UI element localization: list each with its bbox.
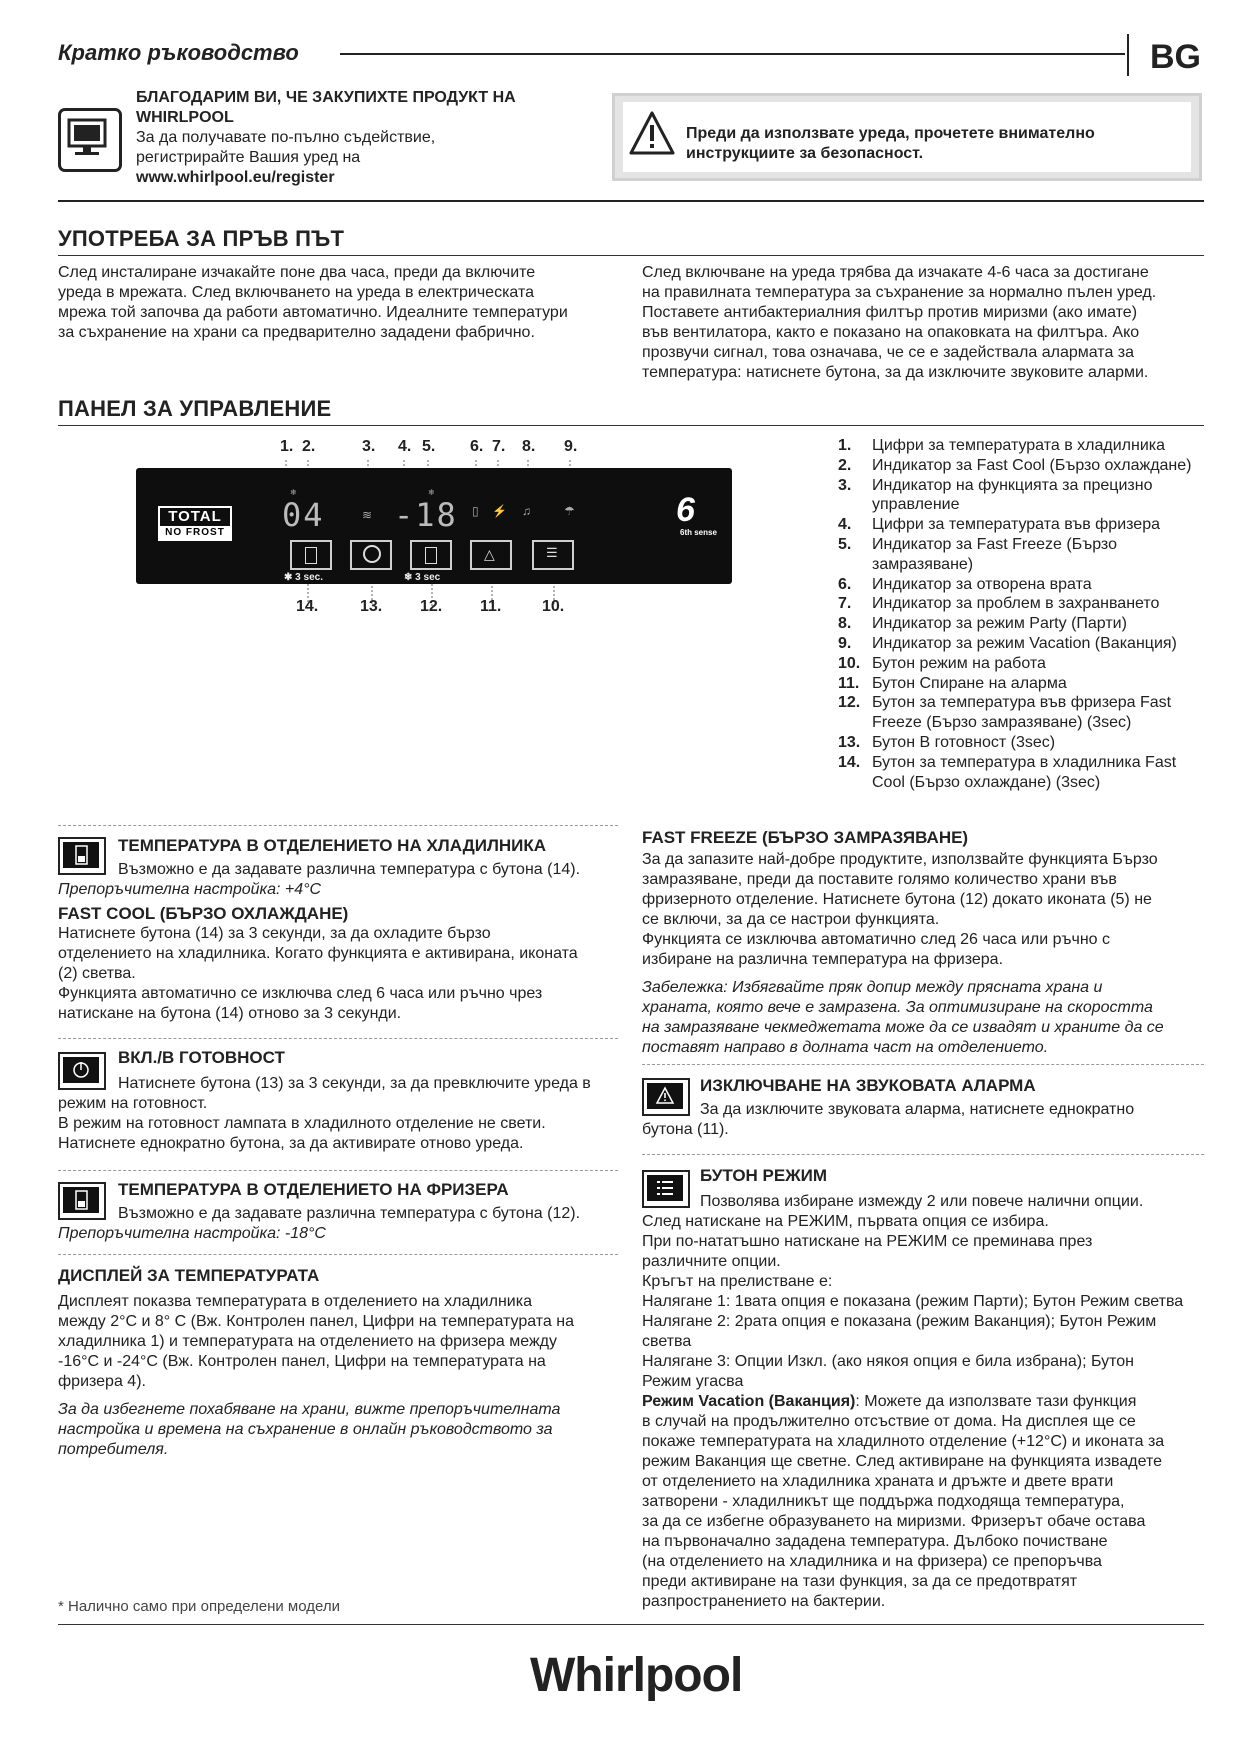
legend-text: Бутон Спиране на аларма <box>872 674 1067 692</box>
divider <box>58 200 1204 202</box>
legend-text: Индикатор за режим Party (Парти) <box>872 615 1127 633</box>
legend-text: Бутон за температура във фризера Fast Freeze (Бързо замразяване) (3sec) <box>872 694 1172 732</box>
legend-number: 4. <box>838 516 852 534</box>
text-line: Функцията автоматично се изключва след 6 часа или ръчно чрез <box>58 985 543 1002</box>
warning-line2: инструкциите за безопасност. <box>686 145 924 162</box>
callout-10: 10. <box>542 598 565 615</box>
first-use-left-text <box>58 263 618 343</box>
callout-7: 7. <box>492 438 506 455</box>
legend-number: 12. <box>838 694 861 712</box>
text-line: След натискане на РЕЖИМ, първата опция се избира. <box>642 1213 1049 1230</box>
sixth-sense-label: 6th sense <box>680 528 717 537</box>
temp-display-heading: ДИСПЛЕЙ ЗА ТЕМПЕРАТУРАТА <box>58 1266 320 1285</box>
divider <box>642 1064 1204 1065</box>
text-line: режим на готовност. <box>58 1095 208 1112</box>
callout-5: 5. <box>422 438 436 455</box>
callout-2: 2. <box>302 438 316 455</box>
text-line: фризера 4). <box>58 1373 146 1390</box>
freezer-temp-recommended: Препоръчителна настройка: -18°C <box>58 1225 326 1242</box>
registration-text <box>136 88 586 188</box>
thanks-line4: регистрирайте Вашия уред на <box>136 149 361 166</box>
divider <box>58 1254 618 1255</box>
fast-freeze-text <box>642 850 1212 970</box>
legend-item <box>838 753 1208 793</box>
legend-text: Цифри за температурата в хладилника <box>872 437 1166 454</box>
text-line: разпространението на бактерии. <box>642 1593 886 1610</box>
register-url[interactable]: www.whirlpool.eu/register <box>136 169 335 186</box>
fast-cool-text <box>58 924 618 1024</box>
legend-item <box>838 674 1208 694</box>
text-line: храната, която вече е замразена. За оптимизиране на скоростта <box>642 999 1153 1016</box>
temp-display-note <box>58 1400 618 1460</box>
legend-text: Цифри за температурата във фризера <box>872 516 1160 534</box>
mode-button-heading: БУТОН РЕЖИМ <box>700 1166 827 1185</box>
legend-text: Индикатор на функцията за прецизно управление <box>872 476 1153 514</box>
text-line: потребителя. <box>58 1441 169 1458</box>
divider <box>58 425 1204 426</box>
legend-text: Индикатор за отворена врата <box>872 575 1092 593</box>
callout-8: 8. <box>522 438 536 455</box>
legend-text: Бутон режим на работа <box>872 654 1046 672</box>
legend-text: Индикатор за режим Vacation (Ваканция) <box>872 634 1177 652</box>
freezer-hold-text: 3 sec <box>415 572 441 583</box>
standby-heading: ВКЛ./В ГОТОВНОСТ <box>118 1048 285 1067</box>
text-line: затворени - хладилникът ще поддържа подходяща температура, <box>642 1493 1125 1510</box>
first-use-heading: УПОТРЕБА ЗА ПРЪВ ПЪТ <box>58 226 345 251</box>
text-line: за съхранение на храни са предварително зададени фабрично. <box>58 324 535 341</box>
whirlpool-logo: Whirlpool <box>530 1649 743 1702</box>
fridge-hold-label: ✱ 3 sec. <box>284 572 323 583</box>
text-line: Натиснете бутона (14) за 3 секунди, за да охладите бързо <box>58 925 491 942</box>
divider <box>642 1154 1204 1155</box>
text-line: При по-нататъшно натискане на РЕЖИМ се преминава през <box>642 1233 1093 1250</box>
sixth-sense-logo: 6 <box>676 491 695 529</box>
legend-number: 10. <box>838 654 861 672</box>
text-line: фризерното отделение. Натиснете бутона (12) докато иконата (5) не <box>642 891 1152 908</box>
text-line: Натиснете еднократно бутона, за да активирате отново уреда. <box>58 1135 524 1152</box>
text-line: (на отделението на хладилника и на фризера) се препоръчва <box>642 1553 1102 1570</box>
text-line: за да се избегне образуването на миризми. Фризерът обаче остава <box>642 1513 1146 1530</box>
divider <box>58 1038 618 1039</box>
text-line: Режим угасва <box>642 1373 744 1390</box>
callout-13: 13. <box>360 598 383 615</box>
alarm-off-text: За да изключите звуковата аларма, натиснете еднократно <box>700 1101 1135 1118</box>
text-line: хладилника 1) и температурата на отделението на фризера между <box>58 1333 558 1350</box>
language-code: BG <box>1150 38 1201 76</box>
text-line: светва <box>642 1333 692 1350</box>
text-line: натискане на бутона (14) отново за 3 секунди. <box>58 1005 402 1022</box>
standby-button[interactable] <box>350 540 392 570</box>
text-line: Поставете антибактериалния филтър против миризми (ако имате) <box>642 304 1138 321</box>
text-line: режим Ваканция ще светне. След активиране на функцията извадете <box>642 1453 1163 1470</box>
text-line: уреда в мрежата. След включването на уреда в електрическата <box>58 284 535 301</box>
mode-text-more <box>642 1212 1212 1612</box>
text-line: от отделението на хладилника храната и дръжте и двете врати <box>642 1473 1114 1490</box>
fridge-temp-recommended: Препоръчителна настройка: +4°C <box>58 881 322 898</box>
text-line: В режим на готовност лампата в хладилното отделение не свети. <box>58 1115 546 1132</box>
text-line: във вентилатора, както е показано на опаковката на филтъра. Ако <box>642 324 1140 341</box>
freezer-temp-digits: -18 <box>394 496 458 534</box>
text-line: За да запазите най-добре продуктите, използвайте функцията Бързо <box>642 851 1158 868</box>
legend-number: 7. <box>838 595 852 613</box>
text-line: на правилната температура за съхранение за нормално пълен уред. <box>642 284 1157 301</box>
divider <box>58 1170 618 1171</box>
header-divider <box>1127 34 1129 76</box>
text-line: поставят направо в долната част на отделението. <box>642 1039 1049 1056</box>
callout-12: 12. <box>420 598 443 615</box>
door-open-icon: ▯ <box>472 504 479 518</box>
fast-cool-heading: FAST COOL (БЪРЗО ОХЛАЖДАНЕ) <box>58 904 349 923</box>
control-panel-heading: ПАНЕЛ ЗА УПРАВЛЕНИЕ <box>58 396 332 421</box>
legend-text: Бутон В готовност (3sec) <box>872 733 1056 751</box>
divider <box>58 255 1204 256</box>
computer-icon <box>58 108 122 172</box>
legend-number: 5. <box>838 535 852 553</box>
brand-total: TOTAL <box>168 508 222 525</box>
fast-cool-indicator-icon: ❄ <box>290 488 297 497</box>
first-use-right-text <box>642 263 1212 383</box>
legend-number: 11. <box>838 674 860 692</box>
freezer-temp-text: Възможно е да задавате различна температура с бутона (12). <box>118 1205 581 1222</box>
text-line: настройка и времена на съхранение в онлайн ръководството за <box>58 1421 553 1438</box>
text-line: прозвучи сигнал, това означава, че се е задействала алармата за <box>642 344 1135 361</box>
fridge-temp-button[interactable] <box>290 540 332 570</box>
legend-item <box>838 476 1208 516</box>
legend-item <box>838 614 1208 634</box>
legend-item <box>838 436 1208 456</box>
legend-text: Бутон за температура в хладилника Fast Cool (Бързо охлаждане) (3sec) <box>872 753 1177 791</box>
fast-freeze-note <box>642 978 1212 1058</box>
vacation-text: : Можете да използвате тази функция <box>855 1393 1137 1410</box>
text-line: След включване на уреда трябва да изчакате 4-6 часа за достигане <box>642 264 1149 281</box>
mode-button-icon <box>642 1170 690 1208</box>
fast-freeze-indicator-icon: ❄ <box>428 488 435 497</box>
legend-text: Индикатор за Fast Freeze (Бързо замразяване) <box>872 535 1117 573</box>
text-line: мрежа той започва да работи автоматично. Идеалните температури <box>58 304 568 321</box>
text-line <box>642 1392 1212 1412</box>
text-line: на първоначално зададена температура. Дълбоко почистване <box>642 1533 1108 1550</box>
standby-text: Натиснете бутона (13) за 3 секунди, за да превключите уреда в <box>118 1075 591 1092</box>
precise-control-icon: ≋ <box>362 508 373 522</box>
legend-number: 6. <box>838 575 852 593</box>
text-line: преди активиране на тази функция, за да се предотвратят <box>642 1573 1078 1590</box>
fridge-button-icon <box>58 837 106 875</box>
fast-freeze-heading: FAST FREEZE (БЪРЗО ЗАМРАЗЯВАНЕ) <box>642 828 969 847</box>
mode-text: Позволява избиране измежду 2 или повече налични опции. <box>700 1193 1144 1210</box>
warning-line1: Преди да използвате уреда, прочетете внимателно <box>686 125 1095 142</box>
thanks-line1: БЛАГОДАРИМ ВИ, ЧЕ ЗАКУПИХТЕ ПРОДУКТ НА <box>136 89 516 106</box>
footer-rule <box>58 1624 1204 1625</box>
callout-3: 3. <box>362 438 376 455</box>
text-line: в случай на продължително отсъствие от дома. На дисплея ще се <box>642 1413 1136 1430</box>
fridge-hold-text: 3 sec. <box>295 572 323 583</box>
warning-icon <box>628 110 676 161</box>
text-line: на замразяване чекмеджетата може да се извадят и храните да се <box>642 1019 1164 1036</box>
legend-item <box>838 654 1208 674</box>
text-line: Функцията се изключва автоматично след 26 часа или ръчно с <box>642 931 1111 948</box>
legend-item <box>838 634 1208 654</box>
fridge-temp-text: Възможно е да задавате различна температура с бутона (14). <box>118 861 581 878</box>
text-line: Кръгът на прелистване е: <box>642 1273 833 1290</box>
text-line: Дисплеят показва температурата в отделението на хладилника <box>58 1293 532 1310</box>
text-line: отделението на хладилника. Когато функцията е активирана, иконата <box>58 945 578 962</box>
thanks-line2: WHIRLPOOL <box>136 109 234 126</box>
text-line: избиране на различна температура на фризера. <box>642 951 1004 968</box>
control-panel-image <box>136 468 732 584</box>
thanks-line3: За да получавате по-пълно съдействие, <box>136 129 436 146</box>
freezer-hold-label: ❄ 3 sec <box>404 572 441 583</box>
header-rule <box>340 53 1125 55</box>
total-no-frost-logo <box>158 506 232 541</box>
alarm-stop-button[interactable]: △ <box>470 540 512 570</box>
power-failure-icon: ⚡ <box>492 504 507 518</box>
mode-button[interactable]: ☰ <box>532 540 574 570</box>
legend-item <box>838 575 1208 595</box>
legend-number: 13. <box>838 733 861 751</box>
legend-text: Индикатор за проблем в захранването <box>872 595 1160 613</box>
text-line: замразяване, преди да поставите голямо количество храни във <box>642 871 1117 888</box>
legend-text: Индикатор за Fast Cool (Бързо охлаждане) <box>872 456 1192 474</box>
text-line: различните опции. <box>642 1253 781 1270</box>
safety-warning-text <box>686 124 1166 164</box>
text-line: Налягане 2: 2рата опция е показана (режим Ваканция); Бутон Режим <box>642 1313 1157 1330</box>
freezer-button-icon <box>58 1182 106 1220</box>
text-line: За да избегнете похабяване на храни, вижте препоръчителната <box>58 1401 561 1418</box>
vacation-label: Режим Vacation (Ваканция) <box>642 1393 856 1410</box>
legend-item <box>838 594 1208 614</box>
legend-item <box>838 693 1208 733</box>
callout-1: 1. <box>280 438 294 455</box>
fridge-temp-heading: ТЕМПЕРАТУРА В ОТДЕЛЕНИЕТО НА ХЛАДИЛНИКА <box>118 836 547 855</box>
text-line: покаже температурата на хладилното отделение (+12°C) и иконата за <box>642 1433 1165 1450</box>
text-line: между 2°C и 8° C (Вж. Контролен панел, Цифри на температурата на <box>58 1313 575 1330</box>
control-panel-legend <box>838 436 1208 792</box>
party-mode-icon: ♫ <box>522 504 531 518</box>
vacation-mode-icon: ☂ <box>564 504 575 518</box>
alarm-off-text-more: бутона (11). <box>642 1121 729 1138</box>
divider <box>58 825 618 826</box>
alarm-off-heading: ИЗКЛЮЧВАНЕ НА ЗВУКОВАТА АЛАРМА <box>700 1076 1036 1095</box>
legend-item <box>838 515 1208 535</box>
text-line: Забележка: Избягвайте пряк допир между прясната храна и <box>642 979 1103 996</box>
legend-number: 9. <box>838 634 852 652</box>
legend-number: 2. <box>838 456 852 474</box>
brand-nofrost: NO FROST <box>160 526 230 539</box>
legend-number: 3. <box>838 476 852 494</box>
legend-number: 1. <box>838 437 852 454</box>
callout-14: 14. <box>296 598 319 615</box>
text-line: Налягане 3: Опции Изкл. (ако някоя опция е била избрана); Бутон <box>642 1353 1135 1370</box>
legend-number: 8. <box>838 615 852 633</box>
callout-4: 4. <box>398 438 412 455</box>
text-line: След инсталиране изчакайте поне два часа, преди да включите <box>58 264 536 281</box>
text-line: (2) светва. <box>58 965 136 982</box>
freezer-temp-button[interactable] <box>410 540 452 570</box>
freezer-temp-heading: ТЕМПЕРАТУРА В ОТДЕЛЕНИЕТО НА ФРИЗЕРА <box>118 1180 509 1199</box>
legend-item <box>838 535 1208 575</box>
alarm-button-icon <box>642 1078 690 1116</box>
legend-item <box>838 733 1208 753</box>
callout-9: 9. <box>564 438 578 455</box>
fridge-temp-digits: 04 <box>282 496 325 534</box>
text-line: Налягане 1: 1вата опция е показана (режим Парти); Бутон Режим светва <box>642 1293 1184 1310</box>
text-line: температура: натиснете бутона, за да изключите звуковите аларми. <box>642 364 1149 381</box>
temp-display-text <box>58 1292 618 1392</box>
legend-number: 14. <box>838 753 861 771</box>
callout-11: 11. <box>480 598 502 615</box>
legend-item <box>838 456 1208 476</box>
standby-text-more <box>58 1094 618 1154</box>
text-line: се включи, за да се настрои функцията. <box>642 911 940 928</box>
text-line: -16°C и -24°C (Вж. Контролен панел, Цифри на температурата на <box>58 1353 546 1370</box>
page-title: Кратко ръководство <box>58 40 299 65</box>
footnote: * Налично само при определени модели <box>58 1598 340 1615</box>
power-button-icon <box>58 1052 106 1090</box>
callout-6: 6. <box>470 438 484 455</box>
